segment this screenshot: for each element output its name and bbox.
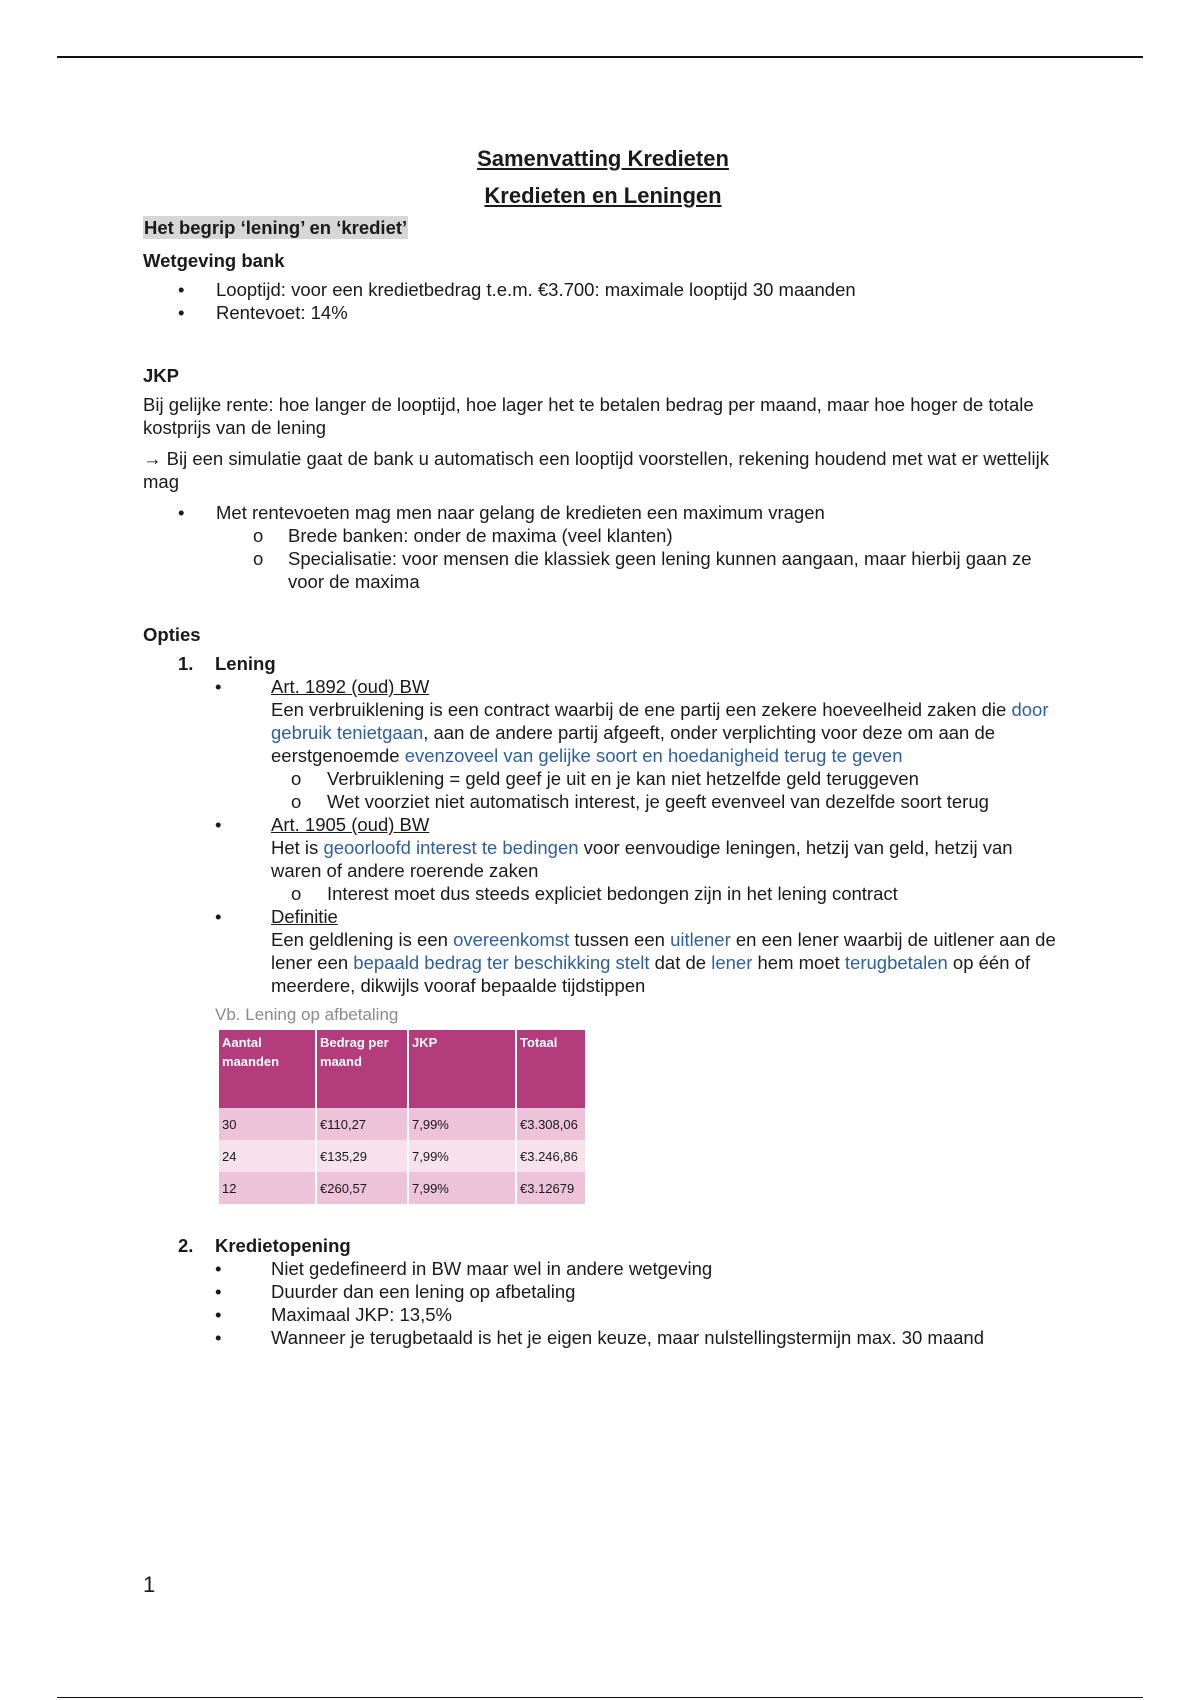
table-row: [219, 1108, 585, 1140]
list-item: • Looptijd: voor een kredietbedrag t.e.m. €3.700: maximale looptijd 30 maanden: [143, 278, 1063, 301]
highlighted-heading: Het begrip ‘lening’ en ‘krediet’: [144, 217, 408, 238]
sub-list-item: o Wet voorziet niet automatisch interest, je geeft evenveel van dezelfde soort terug: [271, 790, 1063, 813]
kredietopening-bullets: [215, 1257, 1063, 1349]
text-run: hem moet: [752, 952, 845, 973]
footer-rule: [57, 1697, 1143, 1698]
jkp-bullet-text: Met rentevoeten mag men naar gelang de kredieten een maximum vragen: [216, 502, 825, 523]
column-header: Totaal: [516, 1030, 585, 1108]
blue-text-run: bepaald bedrag ter beschikking stelt: [353, 952, 650, 973]
definition-label: Definitie: [271, 906, 338, 927]
blue-text-run: evenzoveel van gelijke soort en hoedanigheid terug te geven: [404, 745, 903, 766]
blue-text-run: door gebruik tenietgaan: [271, 699, 1049, 743]
article-label: Art. 1905 (oud) BW: [271, 814, 430, 835]
page-number: 1: [143, 1572, 156, 1597]
option-lening: [143, 652, 1063, 997]
text-run: voor eenvoudige leningen, hetzij van geld, hetzij van waren of andere roerende zaken: [271, 837, 1013, 881]
list-item: [215, 675, 1063, 813]
table-header-row: [219, 1030, 585, 1108]
table-cell: 24: [219, 1140, 316, 1172]
column-header: Aantal maanden: [219, 1030, 316, 1108]
document-subtitle: Kredieten en Leningen: [484, 183, 722, 208]
document-title: Samenvatting Kredieten: [477, 146, 729, 171]
option-number: 1.: [178, 653, 194, 674]
column-header: Bedrag per maand: [316, 1030, 408, 1108]
wetgeving-heading: Wetgeving bank: [143, 250, 285, 271]
text-run: Het is: [271, 837, 324, 858]
list-item: [215, 813, 1063, 905]
text-run: , aan de andere partij afgeeft, onder verplichting voor deze om aan de eerstgenoemde: [271, 722, 996, 766]
opties-list-continued: [143, 1234, 1063, 1349]
text-run: dat de: [649, 952, 712, 973]
document-body: [143, 140, 1063, 1349]
loan-table: [219, 1030, 585, 1204]
table-cell: €3.12679: [516, 1172, 585, 1204]
option-number: 2.: [178, 1235, 194, 1256]
blue-text-run: lener: [711, 952, 753, 973]
option-title: Kredietopening: [215, 1235, 351, 1256]
table-cell: 30: [219, 1108, 316, 1140]
list-item: • Rentevoet: 14%: [143, 301, 1063, 324]
sub-list-item: o Brede banken: onder de maxima (veel klanten): [143, 524, 1063, 547]
article-sublist: [271, 767, 1063, 813]
article-sublist: [271, 882, 1063, 905]
jkp-paragraph-1: Bij gelijke rente: hoe langer de looptijd, hoe lager het te betalen bedrag per maand, maar hoe hoger de totale kostprijs van de lening: [143, 394, 1034, 438]
table-cell: 7,99%: [408, 1172, 516, 1204]
blue-text-run: geoorloofd interest te bedingen: [323, 837, 579, 858]
table-cell: €135,29: [316, 1140, 408, 1172]
blue-text-run: terugbetalen: [844, 952, 948, 973]
jkp-paragraph-2: → Bij een simulatie gaat de bank u automatisch een looptijd voorstellen, rekening houdend met wat er wettelijk mag: [143, 448, 1049, 492]
list-item: [143, 501, 1063, 524]
table-row: [219, 1172, 585, 1204]
sub-list-item: o Verbruiklening = geld geef je uit en je kan niet hetzelfde geld teruggeven: [271, 767, 1063, 790]
article-label: Art. 1892 (oud) BW: [271, 676, 430, 697]
header-rule: [57, 56, 1143, 58]
list-item: • Niet gedefineerd in BW maar wel in andere wetgeving: [215, 1257, 1063, 1280]
column-header: JKP: [408, 1030, 516, 1108]
table-row: [219, 1140, 585, 1172]
sub-list-item: o Interest moet dus steeds expliciet bedongen zijn in het lening contract: [271, 882, 1063, 905]
text-run: Een verbruiklening is een contract waarbij de ene partij een zekere hoeveelheid zaken die: [271, 699, 1012, 720]
table-cell: €3.246,86: [516, 1140, 585, 1172]
lening-bullets: [215, 675, 1063, 997]
table-cell: €110,27: [316, 1108, 408, 1140]
table-cell: 7,99%: [408, 1140, 516, 1172]
jkp-list: [143, 501, 1063, 524]
list-item: [215, 905, 1063, 997]
text-run: tussen een: [569, 929, 671, 950]
option-title: Lening: [215, 653, 276, 674]
option-kredietopening: [143, 1234, 1063, 1349]
list-item: • Wanneer je terugbetaald is het je eigen keuze, maar nulstellingstermijn max. 30 maand: [215, 1326, 1063, 1349]
text-run: en een lener waarbij de uitlener aan de lener een: [271, 929, 1056, 973]
wetgeving-list: [143, 278, 1063, 324]
table-cell: €3.308,06: [516, 1108, 585, 1140]
opties-heading: Opties: [143, 624, 201, 645]
list-item: • Maximaal JKP: 13,5%: [215, 1303, 1063, 1326]
table-cell: 7,99%: [408, 1108, 516, 1140]
table-caption: Vb. Lening op afbetaling: [215, 1005, 399, 1024]
blue-text-run: uitlener: [670, 929, 731, 950]
table-cell: €260,57: [316, 1172, 408, 1204]
sub-list-item: o Specialisatie: voor mensen die klassiek geen lening kunnen aangaan, maar hierbij gaan ze voor de maxima: [143, 547, 1063, 593]
list-item: • Duurder dan een lening op afbetaling: [215, 1280, 1063, 1303]
jkp-heading: JKP: [143, 365, 179, 386]
opties-list: [143, 652, 1063, 997]
jkp-sublist: [143, 524, 1063, 593]
text-run: op één of meerdere, dikwijls vooraf bepaalde tijdstippen: [271, 952, 1031, 996]
text-run: Een geldlening is een: [271, 929, 454, 950]
blue-text-run: overeenkomst: [453, 929, 570, 950]
table-cell: 12: [219, 1172, 316, 1204]
